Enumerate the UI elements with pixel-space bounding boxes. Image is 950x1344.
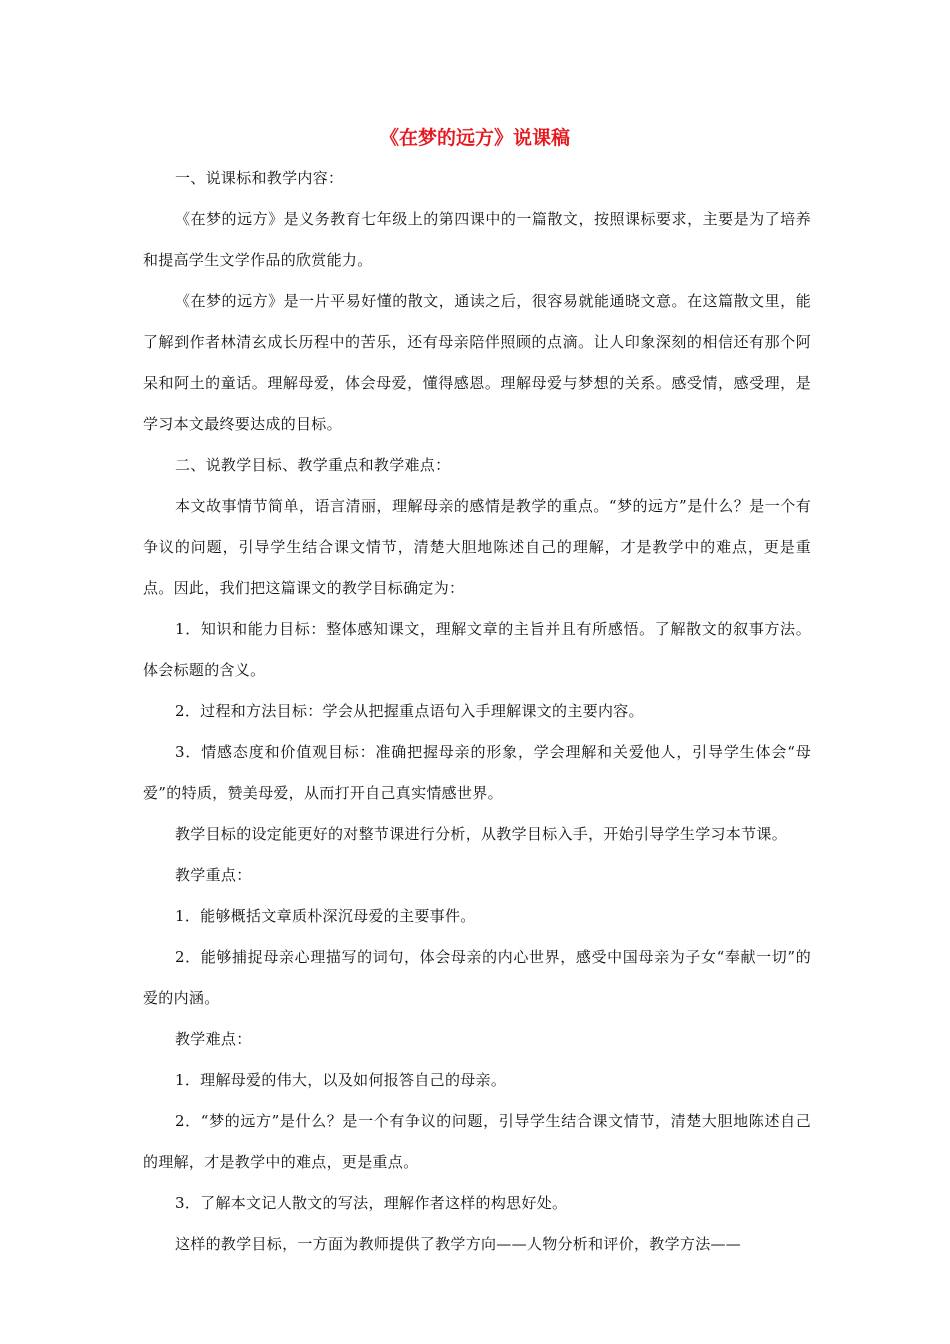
key-point-item: 2．能够捕捉母亲心理描写的词句，体会母亲的内心世界，感受中国母亲为子女“奉献一切”的爱的内涵。 bbox=[143, 948, 811, 1007]
difficulty-item: 1．理解母爱的伟大，以及如何报答自己的母亲。 bbox=[175, 1071, 507, 1089]
body-paragraph: 本文故事情节简单，语言清丽，理解母亲的感情是教学的重点。“梦的远方”是什么？是一个有争议的问题，引导学生结合课文情节，清楚大胆地陈述自己的理解，才是教学中的难点，更是重点。因此，我们把这篇课文的教学目标确定为： bbox=[143, 497, 811, 597]
key-point-item: 1．能够概括文章质朴深沉母爱的主要事件。 bbox=[175, 907, 476, 925]
body-paragraph: 《在梦的远方》是义务教育七年级上的第四课中的一篇散文，按照课标要求，主要是为了培养和提高学生文学作品的欣赏能力。 bbox=[143, 210, 811, 269]
body-paragraph: 这样的教学目标，一方面为教师提供了教学方向——人物分析和评价，教学方法—— bbox=[175, 1235, 742, 1253]
section-heading-curriculum: 一、说课标和教学内容： bbox=[175, 169, 344, 187]
objective-item: 3．情感态度和价值观目标：准确把握母亲的形象，学会理解和关爱他人，引导学生体会“母爱”的特质，赞美母爱，从而打开自己真实情感世界。 bbox=[143, 743, 811, 802]
subheading-key-points: 教学重点： bbox=[175, 866, 252, 884]
difficulty-item: 3．了解本文记人散文的写法，理解作者这样的构思好处。 bbox=[175, 1194, 568, 1212]
document-title: 《在梦的远方》说课稿 bbox=[379, 127, 570, 149]
subheading-difficulties: 教学难点： bbox=[175, 1030, 252, 1048]
objective-item: 1．知识和能力目标：整体感知课文，理解文章的主旨并且有所感悟。了解散文的叙事方法。体会标题的含义。 bbox=[143, 620, 811, 679]
document-body bbox=[143, 158, 811, 1265]
body-paragraph: 《在梦的远方》是一片平易好懂的散文，通读之后，很容易就能通晓文意。在这篇散文里，能了解到作者林清玄成长历程中的苦乐，还有母亲陪伴照顾的点滴。让人印象深刻的相信还有那个阿呆和阿土的童话。理解母爱，体会母爱，懂得感恩。理解母爱与梦想的关系。感受情，感受理，是学习本文最终要达成的目标。 bbox=[143, 292, 811, 433]
section-heading-objectives: 二、说教学目标、教学重点和教学难点： bbox=[175, 456, 451, 474]
body-paragraph: 教学目标的设定能更好的对整节课进行分析，从教学目标入手，开始引导学生学习本节课。 bbox=[175, 825, 788, 843]
difficulty-item: 2．“梦的远方”是什么？是一个有争议的问题，引导学生结合课文情节，清楚大胆地陈述自己的理解，才是教学中的难点，更是重点。 bbox=[143, 1112, 811, 1171]
objective-item: 2．过程和方法目标：学会从把握重点语句入手理解课文的主要内容。 bbox=[175, 702, 644, 720]
